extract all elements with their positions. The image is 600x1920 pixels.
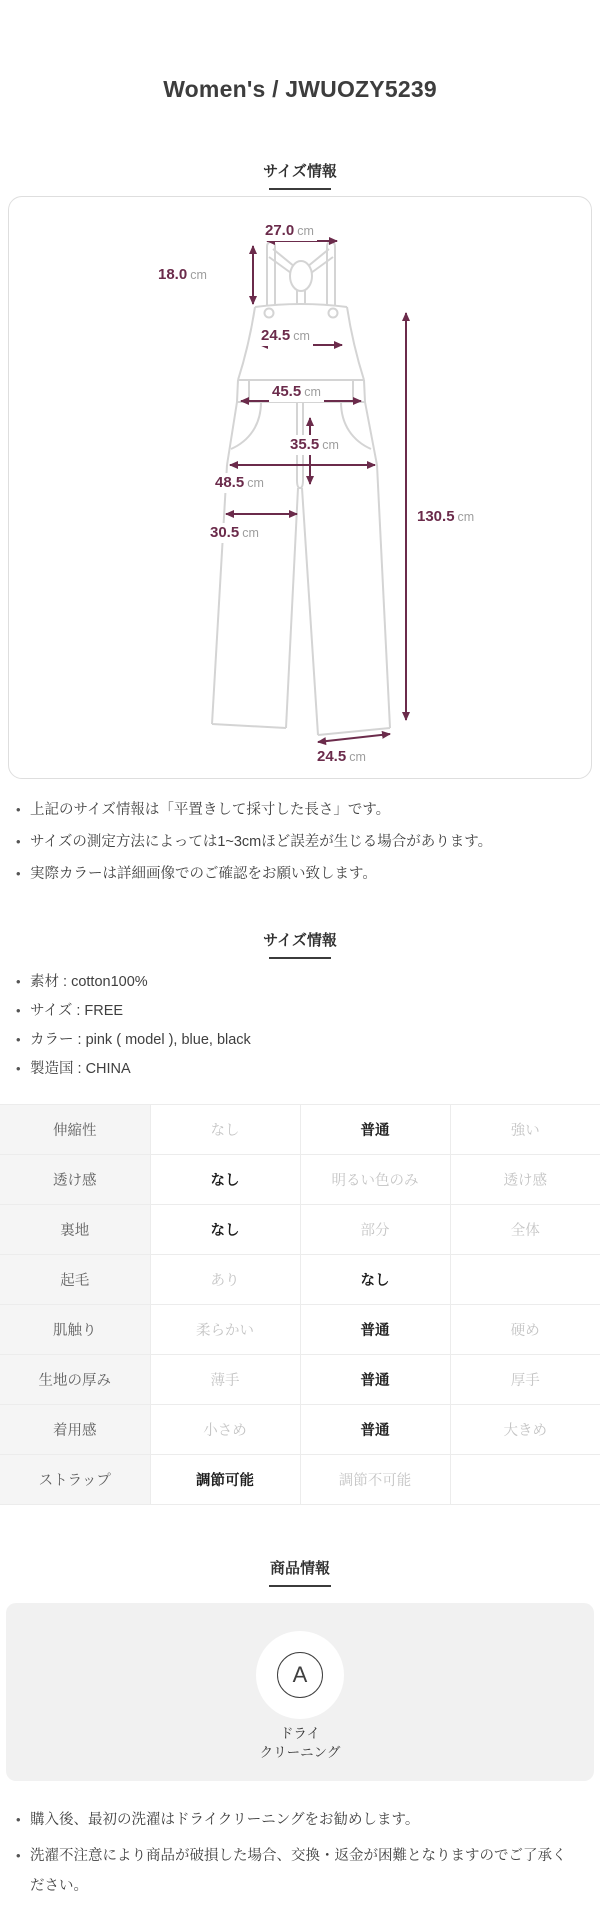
measurement-label-strap-length: 18.0 cm: [155, 265, 210, 285]
measurement-label-strap-width: 27.0 cm: [262, 221, 317, 241]
spec-option-cell: 全体: [450, 1205, 600, 1255]
measurement-label-chest-width: 24.5 cm: [258, 326, 313, 346]
spec-row-label: 着用感: [0, 1405, 150, 1455]
fabric-spec-table: [0, 1104, 600, 1505]
care-note: • 購入後、最初の洗濯はドライクリーニングをお勧めします。: [30, 1805, 576, 1835]
dry-clean-a-icon: A: [277, 1652, 323, 1698]
size-details-section-heading: [0, 929, 600, 959]
spec-option-cell: 部分: [300, 1205, 450, 1255]
spec-option-cell: 明るい色のみ: [300, 1155, 450, 1205]
heading-underline: [269, 1585, 331, 1587]
spec-option-cell: 普通: [300, 1105, 450, 1155]
size-note: • サイズの測定方法によっては1~3cmほど誤差が生じる場合があります。: [30, 831, 576, 853]
spec-item-color: • カラー : pink ( model ), blue, black: [30, 1029, 576, 1051]
spec-option-cell: 薄手: [150, 1355, 300, 1405]
spec-row-label: 伸縮性: [0, 1105, 150, 1155]
spec-row-label: 透け感: [0, 1155, 150, 1205]
care-icon-background: [256, 1631, 344, 1719]
spec-option-cell: 調節不可能: [300, 1455, 450, 1505]
spec-option-cell: 大きめ: [450, 1405, 600, 1455]
spec-option-cell: あり: [150, 1255, 300, 1305]
care-notes-list: [0, 1805, 600, 1901]
care-instruction-panel: [6, 1603, 594, 1781]
spec-table-row: [0, 1105, 600, 1155]
spec-table-row: [0, 1405, 600, 1455]
measurement-label-waist-width: 45.5 cm: [269, 382, 324, 402]
spec-option-cell: 普通: [300, 1405, 450, 1455]
section-heading-text: 商品情報: [269, 1560, 330, 1577]
size-diagram-panel: [8, 196, 592, 779]
spec-table-body: [0, 1105, 600, 1505]
measurement-label-total-length: 130.5 cm: [414, 507, 477, 527]
spec-option-cell: 普通: [300, 1305, 450, 1355]
section-heading-text: サイズ情報: [263, 163, 337, 180]
spec-option-cell: 透け感: [450, 1155, 600, 1205]
product-info-section-heading: [0, 1557, 600, 1587]
heading-underline: [269, 188, 331, 190]
spec-row-label: 起毛: [0, 1255, 150, 1305]
page-title: Women's / JWUOZY5239: [163, 76, 437, 102]
spec-option-cell: 小さめ: [150, 1405, 300, 1455]
size-note: • 実際カラーは詳細画像でのご確認をお願い致します。: [30, 863, 576, 885]
spec-option-cell: なし: [300, 1255, 450, 1305]
spec-row-label: 肌触り: [0, 1305, 150, 1355]
care-caption-line: ドライ: [279, 1726, 321, 1741]
spec-option-cell: なし: [150, 1205, 300, 1255]
care-icon-caption: [260, 1724, 341, 1762]
size-notes-list: [0, 799, 600, 885]
spec-option-cell: 普通: [300, 1355, 450, 1405]
section-heading-text: サイズ情報: [263, 932, 337, 949]
spec-list: [0, 971, 600, 1080]
overalls-size-diagram: [9, 197, 591, 778]
spec-option-cell: 強い: [450, 1105, 600, 1155]
size-info-section-heading: [0, 160, 600, 190]
spec-item-material: • 素材 : cotton100%: [30, 971, 576, 993]
spec-option-cell: 厚手: [450, 1355, 600, 1405]
measurement-label-hem-width: 24.5 cm: [314, 747, 369, 767]
spec-table-row: [0, 1355, 600, 1405]
spec-row-label: ストラップ: [0, 1455, 150, 1505]
spec-row-label: 裏地: [0, 1205, 150, 1255]
care-caption-line: クリーニング: [259, 1745, 341, 1760]
spec-item-country: • 製造国 : CHINA: [30, 1058, 576, 1080]
care-note: • 洗濯不注意により商品が破損した場合、交換・返金が困難となりますのでご了承ください。: [30, 1841, 576, 1901]
spec-table-row: [0, 1155, 600, 1205]
measurement-label-hip-width: 48.5 cm: [212, 473, 267, 493]
measurement-label-rise: 35.5 cm: [287, 435, 342, 455]
measurement-label-thigh-width: 30.5 cm: [207, 523, 262, 543]
spec-table-row: [0, 1205, 600, 1255]
size-note: • 上記のサイズ情報は「平置きして採寸した長さ」です。: [30, 799, 576, 821]
heading-underline: [269, 957, 331, 959]
spec-table-row: [0, 1455, 600, 1505]
spec-table-row: [0, 1255, 600, 1305]
spec-option-cell: [450, 1255, 600, 1305]
spec-option-cell: なし: [150, 1105, 300, 1155]
spec-option-cell: なし: [150, 1155, 300, 1205]
spec-row-label: 生地の厚み: [0, 1355, 150, 1405]
spec-table-row: [0, 1305, 600, 1355]
spec-option-cell: 調節可能: [150, 1455, 300, 1505]
spec-item-size: • サイズ : FREE: [30, 1000, 576, 1022]
spec-option-cell: 硬め: [450, 1305, 600, 1355]
spec-option-cell: 柔らかい: [150, 1305, 300, 1355]
spec-option-cell: [450, 1455, 600, 1505]
